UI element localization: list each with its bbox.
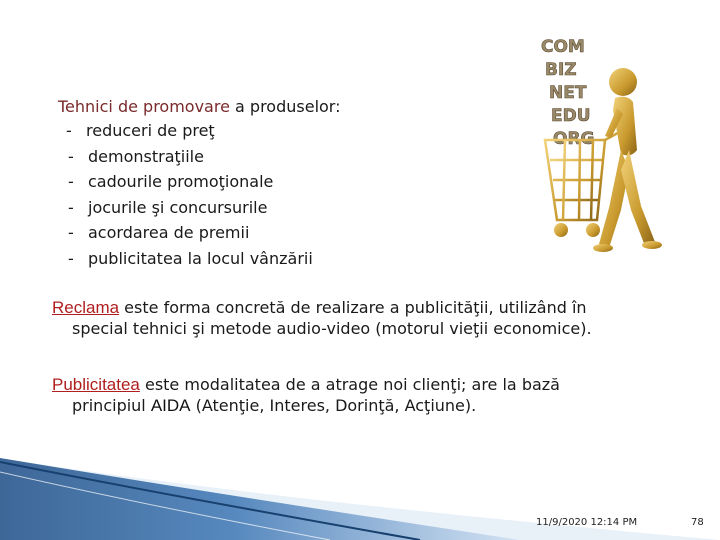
reclama-term: Reclama	[52, 298, 120, 317]
letter-blocks	[541, 37, 595, 149]
publicitatea-line2-post: (Atenţie, Interes, Dorinţă, Acţiune).	[190, 396, 477, 415]
intro-highlight: Tehnici de promovare	[58, 97, 230, 116]
letter-block: ORG	[553, 129, 595, 149]
page-number: 78	[691, 517, 704, 528]
list-dash: -	[66, 121, 72, 140]
list-item	[68, 246, 313, 272]
publicitatea-line2	[52, 395, 672, 416]
list-item	[68, 144, 313, 170]
list-item-text: cadourile promoţionale	[88, 172, 274, 191]
list-dash: -	[68, 172, 74, 191]
intro-line	[58, 94, 340, 119]
list-dash: -	[68, 248, 74, 268]
intro-rest: a produselor:	[229, 97, 341, 116]
letter-block: BIZ	[545, 60, 577, 80]
publicitatea-paragraph	[52, 374, 672, 416]
list-dash: -	[68, 223, 74, 242]
aida-acronym: AIDA	[150, 396, 191, 415]
list-item-text: demonstraţiile	[88, 146, 204, 166]
publicitatea-line1: este modalitatea de a atrage noi clienţi; are la bază	[139, 375, 560, 394]
list-item-text: publicitatea la locul vânzării	[88, 248, 313, 268]
publicitatea-term: Publicitatea	[52, 375, 140, 394]
reclama-paragraph	[52, 297, 672, 339]
list-item-text: jocurile şi concursurile	[88, 197, 268, 217]
list-dash: -	[68, 197, 74, 217]
list-item	[68, 195, 313, 221]
list-dash: -	[68, 146, 74, 166]
golden-figure-shopping-cart-icon	[505, 30, 665, 280]
list-item	[66, 118, 313, 144]
letter-block: EDU	[551, 106, 591, 126]
list-item	[68, 220, 313, 246]
list-item-text: acordarea de premii	[88, 223, 250, 242]
list-item	[68, 169, 313, 195]
reclama-line1: este forma concretă de realizare a publicităţii, utilizând în	[119, 298, 587, 317]
promotion-techniques-list	[68, 118, 313, 271]
letter-block: COM	[541, 37, 585, 57]
letter-block: NET	[549, 83, 587, 103]
footer-date: 11/9/2020 12:14 PM	[536, 517, 638, 528]
reclama-line2: special tehnici şi metode audio-video (motorul vieţii economice).	[72, 319, 592, 338]
publicitatea-line2-pre: principiul	[72, 396, 151, 415]
list-item-text: reduceri de preţ	[86, 121, 215, 140]
